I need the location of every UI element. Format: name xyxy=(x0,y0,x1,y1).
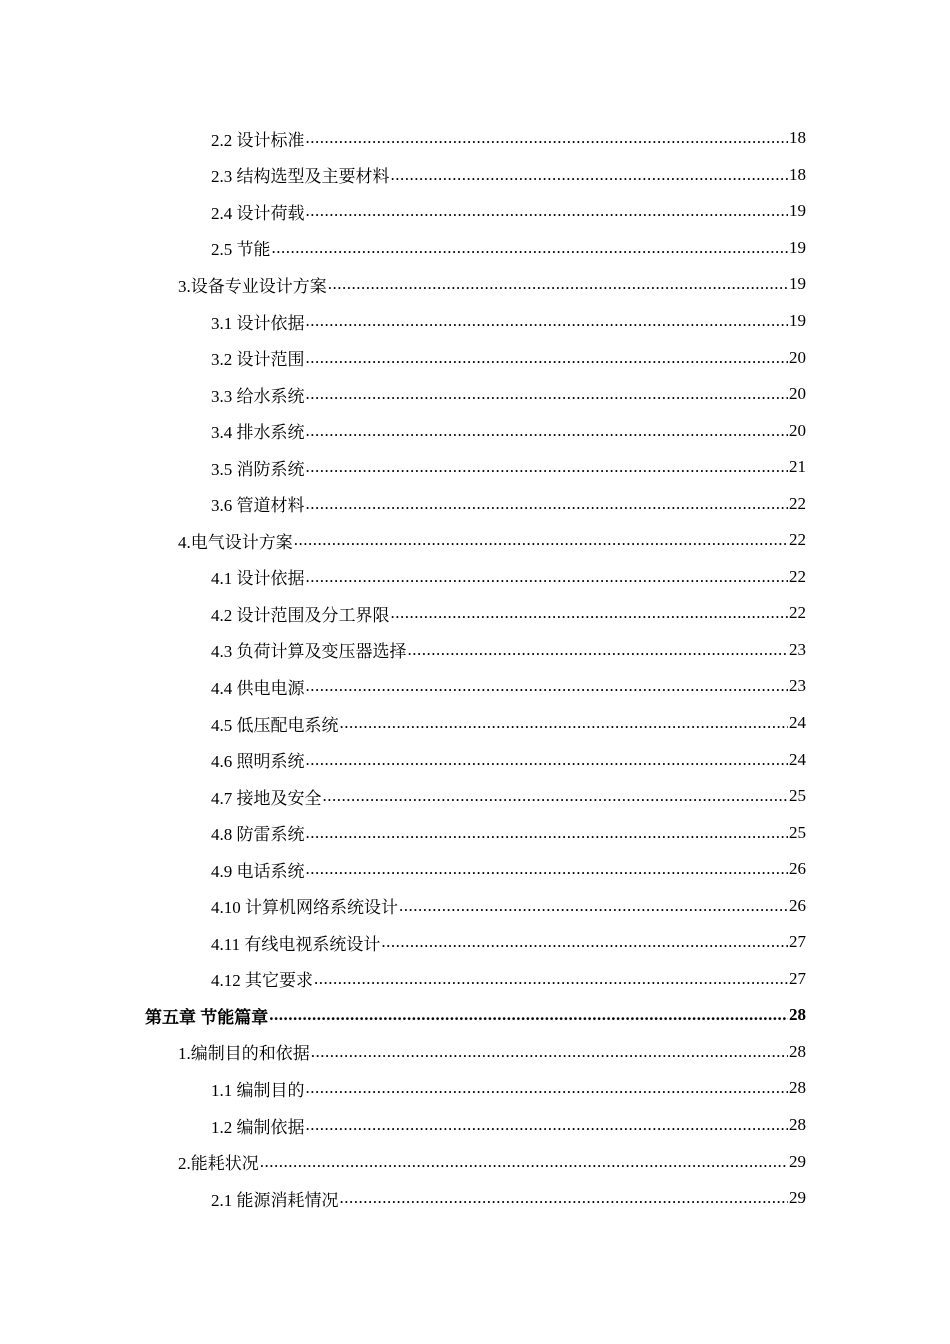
toc-dot-leader xyxy=(306,457,789,477)
toc-entry[interactable] xyxy=(0,887,950,924)
toc-entry[interactable] xyxy=(0,668,950,705)
toc-entry-title: 4.2 设计范围及分工界限 xyxy=(211,605,390,625)
toc-entry[interactable] xyxy=(0,814,950,851)
toc-dot-leader xyxy=(340,713,789,733)
toc-entry-title: 3.6 管道材料 xyxy=(211,496,305,516)
toc-entry-page: 23 xyxy=(789,676,806,696)
toc-entry[interactable] xyxy=(0,266,950,303)
toc-entry[interactable] xyxy=(0,120,950,157)
toc-entry-title: 2.4 设计荷载 xyxy=(211,203,305,223)
toc-dot-leader xyxy=(399,896,788,916)
toc-entry-title: 2.2 设计标准 xyxy=(211,130,305,150)
toc-entry-title: 2.3 结构选型及主要材料 xyxy=(211,167,390,187)
toc-entry-title: 4.8 防雷系统 xyxy=(211,825,305,845)
toc-dot-leader xyxy=(340,1188,789,1208)
toc-entry-title: 3.3 给水系统 xyxy=(211,386,305,406)
toc-entry-title: 4.3 负荷计算及变压器选择 xyxy=(211,642,407,662)
toc-entry[interactable] xyxy=(0,339,950,376)
toc-dot-leader xyxy=(306,494,789,514)
toc-entry[interactable] xyxy=(0,1070,950,1107)
toc-dot-leader xyxy=(306,823,789,843)
toc-entry-title: 3.5 消防系统 xyxy=(211,459,305,479)
toc-dot-leader xyxy=(306,1115,789,1135)
toc-dot-leader xyxy=(323,786,789,806)
toc-dot-leader xyxy=(306,128,789,148)
toc-entry-title: 4.10 计算机网络系统设计 xyxy=(211,898,398,918)
toc-entry-page: 19 xyxy=(789,237,806,257)
toc-dot-leader xyxy=(381,932,788,952)
toc-entry-title: 第五章 节能篇章 xyxy=(145,1007,269,1027)
toc-dot-leader xyxy=(306,676,789,696)
toc-entry-page: 24 xyxy=(789,713,806,733)
toc-entry-title: 4.9 电话系统 xyxy=(211,861,305,881)
toc-dot-leader xyxy=(306,348,789,368)
toc-dot-leader xyxy=(306,567,789,587)
toc-entry-title: 3.2 设计范围 xyxy=(211,350,305,370)
toc-entry-page: 20 xyxy=(789,347,806,367)
toc-entry-page: 20 xyxy=(789,384,806,404)
toc-entry[interactable] xyxy=(0,851,950,888)
toc-entry[interactable] xyxy=(0,412,950,449)
toc-dot-leader xyxy=(306,421,789,441)
toc-dot-leader xyxy=(408,640,789,660)
toc-entry-page: 27 xyxy=(789,968,806,988)
toc-entry[interactable] xyxy=(0,303,950,340)
toc-entry-page: 27 xyxy=(789,932,806,952)
toc-entry-title: 4.11 有线电视系统设计 xyxy=(211,934,381,954)
toc-dot-leader xyxy=(311,1042,788,1062)
toc-entry[interactable] xyxy=(0,924,950,961)
toc-entry-page: 18 xyxy=(789,164,806,184)
toc-dot-leader xyxy=(306,201,789,221)
toc-dot-leader xyxy=(391,165,789,185)
toc-entry-title: 1.编制目的和依据 xyxy=(178,1044,310,1064)
toc-entry[interactable] xyxy=(0,485,950,522)
toc-entry[interactable] xyxy=(0,961,950,998)
toc-dot-leader xyxy=(306,384,789,404)
toc-entry-title: 4.12 其它要求 xyxy=(211,971,313,991)
toc-entry-page: 24 xyxy=(789,749,806,769)
toc-entry-page: 22 xyxy=(789,493,806,513)
toc-entry-page: 26 xyxy=(789,859,806,879)
toc-entry[interactable] xyxy=(0,632,950,669)
toc-dot-leader xyxy=(306,311,789,331)
toc-entry-title: 2.5 节能 xyxy=(211,240,271,260)
toc-entry-title: 4.4 供电电源 xyxy=(211,678,305,698)
toc-entry[interactable] xyxy=(0,559,950,596)
toc-entry[interactable] xyxy=(0,705,950,742)
toc-entry[interactable] xyxy=(0,522,950,559)
toc-entry-title: 4.1 设计依据 xyxy=(211,569,305,589)
toc-entry-page: 28 xyxy=(789,1005,806,1025)
toc-entry-title: 2.能耗状况 xyxy=(178,1154,259,1174)
toc-entry-page: 25 xyxy=(789,786,806,806)
toc-entry-title: 3.4 排水系统 xyxy=(211,423,305,443)
toc-entry-title: 3.设备专业设计方案 xyxy=(178,276,327,296)
toc-entry[interactable] xyxy=(0,376,950,413)
toc-entry-title: 4.7 接地及安全 xyxy=(211,788,322,808)
toc-entry-page: 18 xyxy=(789,128,806,148)
toc-dot-leader xyxy=(294,530,788,550)
toc-entry-page: 28 xyxy=(789,1041,806,1061)
toc-entry-page: 19 xyxy=(789,201,806,221)
toc-entry-page: 29 xyxy=(789,1151,806,1171)
toc-dot-leader xyxy=(306,750,789,770)
toc-entry-page: 19 xyxy=(789,311,806,330)
toc-entry-page: 22 xyxy=(789,603,806,623)
toc-dot-leader xyxy=(314,969,788,989)
toc-entry[interactable] xyxy=(0,157,950,194)
toc-dot-leader xyxy=(306,1078,789,1098)
toc-entry-page: 26 xyxy=(789,895,806,915)
toc-entry[interactable] xyxy=(0,741,950,778)
toc-entry-title: 4.5 低压配电系统 xyxy=(211,715,339,735)
toc-entry-page: 29 xyxy=(789,1188,806,1208)
toc-dot-leader xyxy=(391,603,789,623)
toc-entry[interactable] xyxy=(0,778,950,815)
toc-entry-title: 1.2 编制依据 xyxy=(211,1117,305,1137)
toc-entry-page: 20 xyxy=(789,420,806,440)
toc-dot-leader xyxy=(328,274,788,294)
toc-entry-page: 22 xyxy=(789,566,806,586)
toc-entry-page: 19 xyxy=(789,274,806,294)
toc-entry[interactable] xyxy=(0,1034,950,1071)
toc-entry-page: 23 xyxy=(789,639,806,659)
toc-entry-title: 4.6 照明系统 xyxy=(211,752,305,772)
toc-entry[interactable] xyxy=(0,595,950,632)
toc-entry[interactable] xyxy=(0,193,950,230)
toc-entry-page: 28 xyxy=(789,1115,806,1135)
toc-entry[interactable] xyxy=(0,449,950,486)
toc-entry-page: 21 xyxy=(789,457,806,477)
toc-entry[interactable] xyxy=(0,1143,950,1180)
toc-entry-title: 3.1 设计依据 xyxy=(211,313,305,333)
toc-entry[interactable] xyxy=(0,1180,950,1217)
toc-entry-page: 22 xyxy=(789,530,806,550)
toc-dot-leader xyxy=(260,1152,788,1172)
toc-dot-leader xyxy=(269,1005,788,1025)
toc-entry-page: 28 xyxy=(789,1078,806,1098)
table-of-contents xyxy=(0,120,950,1216)
toc-entry-title: 2.1 能源消耗情况 xyxy=(211,1190,339,1210)
toc-chapter-entry[interactable] xyxy=(0,997,950,1034)
toc-entry-page: 25 xyxy=(789,822,806,842)
toc-entry-title: 1.1 编制目的 xyxy=(211,1080,305,1100)
toc-dot-leader xyxy=(306,859,789,879)
toc-entry-title: 4.电气设计方案 xyxy=(178,532,293,552)
toc-entry[interactable] xyxy=(0,1107,950,1144)
toc-entry[interactable] xyxy=(0,230,950,267)
toc-dot-leader xyxy=(272,238,789,258)
